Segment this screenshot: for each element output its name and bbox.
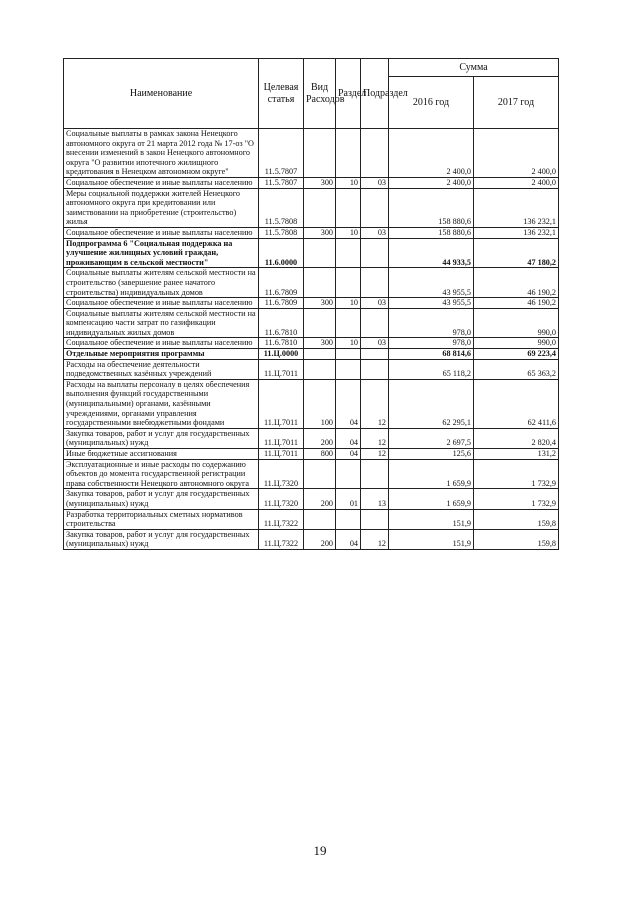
row-target: 11.Ц.7011 — [259, 449, 304, 460]
row-value-2016: 158 880,6 — [389, 227, 474, 238]
row-target: 11.Ц.7320 — [259, 489, 304, 509]
row-value-2016: 125,6 — [389, 449, 474, 460]
row-target: 11.5.7807 — [259, 129, 304, 178]
row-section — [336, 238, 361, 268]
row-target: 11.6.0000 — [259, 238, 304, 268]
row-kind: 300 — [304, 227, 336, 238]
row-section: 10 — [336, 298, 361, 309]
row-value-2016: 2 400,0 — [389, 129, 474, 178]
table-row — [64, 177, 559, 188]
row-kind: 300 — [304, 298, 336, 309]
row-kind: 200 — [304, 428, 336, 448]
row-name: Социальные выплаты в рамках закона Ненецкого автономного округа от 21 марта 2012 года № 17-оз "О внесении изменений в закон Ненецкого автономного округа "О развитии ипотечного жилищного кредитования в Ненецком автономном округе" — [64, 129, 259, 178]
table-row — [64, 509, 559, 529]
row-name: Закупка товаров, работ и услуг для государственных (муниципальных) нужд — [64, 529, 259, 549]
row-subsection — [361, 459, 389, 489]
row-value-2017: 990,0 — [474, 338, 559, 349]
row-value-2016: 43 955,5 — [389, 298, 474, 309]
row-subsection — [361, 509, 389, 529]
row-kind: 300 — [304, 177, 336, 188]
row-subsection: 03 — [361, 177, 389, 188]
header-2017: 2017 год — [474, 77, 559, 129]
row-value-2017: 159,8 — [474, 529, 559, 549]
row-value-2017: 131,2 — [474, 449, 559, 460]
header-section: Раздел — [336, 59, 361, 129]
row-target: 11.5.7808 — [259, 188, 304, 227]
row-section: 10 — [336, 227, 361, 238]
row-name: Расходы на выплаты персоналу в целях обеспечения выполнения функций государственными (муниципальными) органами, казёнными учреждениями, органами управления государственными внебюджетными фондами — [64, 379, 259, 428]
row-value-2017: 2 400,0 — [474, 177, 559, 188]
row-kind: 100 — [304, 379, 336, 428]
row-value-2016: 62 295,1 — [389, 379, 474, 428]
row-target: 11.5.7808 — [259, 227, 304, 238]
row-subsection: 03 — [361, 227, 389, 238]
row-value-2017: 69 223,4 — [474, 349, 559, 360]
row-name: Расходы на обеспечение деятельности подведомственных казённых учреждений — [64, 359, 259, 379]
row-value-2017: 136 232,1 — [474, 188, 559, 227]
row-value-2016: 68 814,6 — [389, 349, 474, 360]
row-target: 11.6.7809 — [259, 298, 304, 309]
row-subsection — [361, 129, 389, 178]
header-subsection: Подраздел — [361, 59, 389, 129]
row-section: 04 — [336, 428, 361, 448]
row-name: Подпрограмма 6 "Социальная поддержка на улучшение жилищных условий граждан, проживающим в сельской местности" — [64, 238, 259, 268]
row-subsection — [361, 238, 389, 268]
row-section — [336, 459, 361, 489]
table-row — [64, 428, 559, 448]
row-kind: 800 — [304, 449, 336, 460]
row-kind: 200 — [304, 489, 336, 509]
row-section — [336, 349, 361, 360]
row-subsection — [361, 308, 389, 338]
row-name: Меры социальной поддержки жителей Ненецкого автономного округа при кредитовании или заимствовании на приобретение (строительство) жилья — [64, 188, 259, 227]
row-subsection: 03 — [361, 298, 389, 309]
row-subsection — [361, 268, 389, 298]
row-target: 11.6.7810 — [259, 308, 304, 338]
row-name: Социальное обеспечение и иные выплаты населению — [64, 227, 259, 238]
row-subsection: 12 — [361, 379, 389, 428]
row-value-2016: 44 933,5 — [389, 238, 474, 268]
table-row — [64, 449, 559, 460]
row-value-2016: 43 955,5 — [389, 268, 474, 298]
row-section — [336, 129, 361, 178]
row-subsection — [361, 188, 389, 227]
row-kind — [304, 459, 336, 489]
row-name: Иные бюджетные ассигнования — [64, 449, 259, 460]
table-row — [64, 359, 559, 379]
table-row — [64, 238, 559, 268]
row-value-2016: 1 659,9 — [389, 489, 474, 509]
header-2016: 2016 год — [389, 77, 474, 129]
table-row — [64, 308, 559, 338]
row-name: Закупка товаров, работ и услуг для государственных (муниципальных) нужд — [64, 489, 259, 509]
row-value-2016: 2 400,0 — [389, 177, 474, 188]
row-target: 11.Ц.7322 — [259, 509, 304, 529]
row-kind: 200 — [304, 529, 336, 549]
row-value-2017: 2 400,0 — [474, 129, 559, 178]
header-target: Целевая статья — [259, 59, 304, 129]
row-section: 10 — [336, 177, 361, 188]
row-value-2017: 47 180,2 — [474, 238, 559, 268]
row-name: Отдельные мероприятия программы — [64, 349, 259, 360]
row-kind — [304, 268, 336, 298]
row-section: 04 — [336, 449, 361, 460]
row-name: Закупка товаров, работ и услуг для государственных (муниципальных) нужд — [64, 428, 259, 448]
row-value-2016: 1 659,9 — [389, 459, 474, 489]
row-value-2017: 990,0 — [474, 308, 559, 338]
row-target: 11.5.7807 — [259, 177, 304, 188]
row-section — [336, 308, 361, 338]
row-section — [336, 509, 361, 529]
row-target: 11.Ц.7011 — [259, 359, 304, 379]
table-row — [64, 129, 559, 178]
row-value-2017: 159,8 — [474, 509, 559, 529]
row-name: Социальные выплаты жителям сельской местности на строительство (завершение ранее начатого строительства) индивидуальных домов — [64, 268, 259, 298]
row-kind — [304, 308, 336, 338]
row-target: 11.Ц.0000 — [259, 349, 304, 360]
table-body — [64, 129, 559, 550]
row-name: Социальные выплаты жителям сельской местности на компенсацию части затрат по газификации индивидуальных жилых домов — [64, 308, 259, 338]
row-name: Социальное обеспечение и иные выплаты населению — [64, 177, 259, 188]
row-value-2016: 65 118,2 — [389, 359, 474, 379]
table-row — [64, 489, 559, 509]
row-section: 01 — [336, 489, 361, 509]
row-section: 04 — [336, 379, 361, 428]
row-subsection: 13 — [361, 489, 389, 509]
row-value-2017: 136 232,1 — [474, 227, 559, 238]
row-subsection — [361, 349, 389, 360]
row-name: Социальное обеспечение и иные выплаты населению — [64, 338, 259, 349]
row-value-2017: 46 190,2 — [474, 298, 559, 309]
row-kind — [304, 129, 336, 178]
table-header — [64, 59, 559, 129]
row-section: 04 — [336, 529, 361, 549]
row-target: 11.6.7809 — [259, 268, 304, 298]
row-name: Социальное обеспечение и иные выплаты населению — [64, 298, 259, 309]
row-value-2016: 978,0 — [389, 308, 474, 338]
row-subsection: 03 — [361, 338, 389, 349]
table-row — [64, 338, 559, 349]
row-target: 11.Ц.7320 — [259, 459, 304, 489]
row-value-2016: 151,9 — [389, 509, 474, 529]
row-subsection: 12 — [361, 529, 389, 549]
row-name: Эксплуатационные и иные расходы по содержанию объектов до момента государственной регистрации права собственности Ненецкого автономного округа — [64, 459, 259, 489]
row-value-2016: 151,9 — [389, 529, 474, 549]
header-kind: Вид Расходов — [304, 59, 336, 129]
row-kind — [304, 238, 336, 268]
table-row — [64, 459, 559, 489]
row-value-2017: 65 363,2 — [474, 359, 559, 379]
header-sum: Сумма — [389, 59, 559, 77]
row-value-2017: 2 820,4 — [474, 428, 559, 448]
table-row — [64, 268, 559, 298]
table-row — [64, 349, 559, 360]
row-value-2017: 62 411,6 — [474, 379, 559, 428]
row-kind — [304, 349, 336, 360]
row-subsection: 12 — [361, 449, 389, 460]
row-name: Разработка территориальных сметных нормативов строительства — [64, 509, 259, 529]
table-row — [64, 529, 559, 549]
table-row — [64, 227, 559, 238]
row-target: 11.Ц.7322 — [259, 529, 304, 549]
row-value-2016: 158 880,6 — [389, 188, 474, 227]
row-subsection — [361, 359, 389, 379]
budget-table — [63, 58, 559, 550]
row-kind — [304, 188, 336, 227]
row-value-2017: 1 732,9 — [474, 459, 559, 489]
row-value-2017: 46 190,2 — [474, 268, 559, 298]
table-row — [64, 188, 559, 227]
row-target: 11.Ц.7011 — [259, 428, 304, 448]
table-row — [64, 379, 559, 428]
row-section — [336, 188, 361, 227]
row-value-2016: 978,0 — [389, 338, 474, 349]
page-number: 19 — [313, 843, 327, 858]
row-kind: 300 — [304, 338, 336, 349]
row-section: 10 — [336, 338, 361, 349]
row-kind — [304, 359, 336, 379]
row-section — [336, 268, 361, 298]
row-value-2017: 1 732,9 — [474, 489, 559, 509]
table-row — [64, 298, 559, 309]
row-kind — [304, 509, 336, 529]
row-target: 11.Ц.7011 — [259, 379, 304, 428]
row-subsection: 12 — [361, 428, 389, 448]
header-name: Наименование — [64, 59, 259, 129]
row-value-2016: 2 697,5 — [389, 428, 474, 448]
row-target: 11.6.7810 — [259, 338, 304, 349]
row-section — [336, 359, 361, 379]
